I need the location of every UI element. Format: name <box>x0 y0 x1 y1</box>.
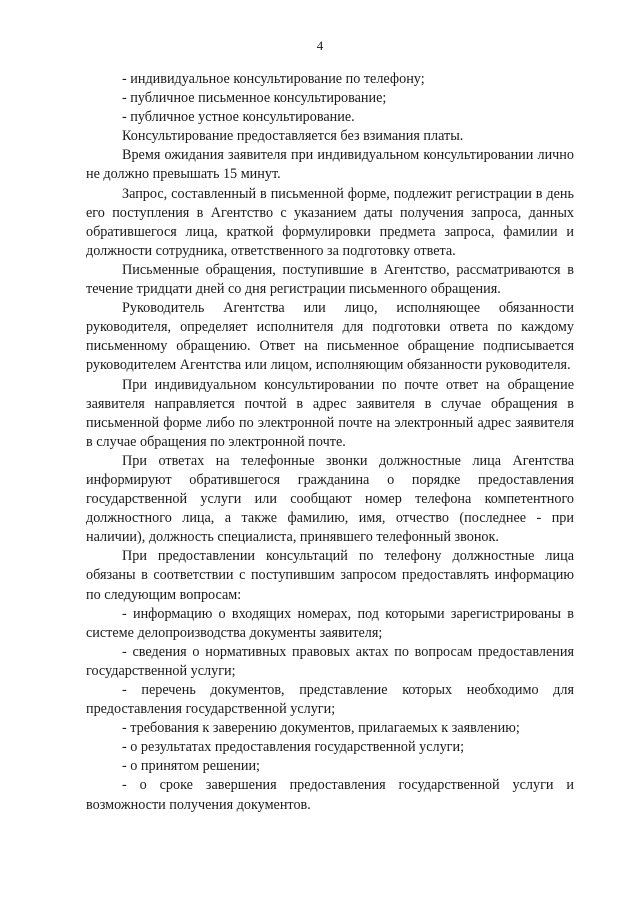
document-body <box>86 70 574 815</box>
paragraph: Письменные обращения, поступившие в Агентство, рассматриваются в течение тридцати дней со дня регистрации письменного обращения. <box>86 261 574 298</box>
paragraph: - информацию о входящих номерах, под которыми зарегистрированы в системе делопроизводства документы заявителя; <box>86 605 574 641</box>
paragraph: - о сроке завершения предоставления государственной услуги и возможности получения документов. <box>86 777 574 813</box>
paragraph: Время ожидания заявителя при индивидуальном консультировании лично не должно превышать 15 минут. <box>86 147 574 183</box>
paragraph: - о результатах предоставления государственной услуги; <box>122 739 465 756</box>
paragraph: - публичное письменное консультирование; <box>122 90 387 107</box>
paragraph: При индивидуальном консультировании по почте ответ на обращение заявителя направляется почтой в адрес заявителя в случае обращения в письменной форме либо по электронной почте на электронный адрес заявителя в случае обращения по электронной почте. <box>86 376 574 450</box>
paragraph: - индивидуальное консультирование по телефону; <box>122 71 425 87</box>
paragraph: - публичное устное консультирование. <box>122 109 355 126</box>
paragraph: - о принятом решении; <box>122 758 261 775</box>
paragraph: Руководитель Агентства или лицо, исполняющее обязанности руководителя, определяет исполнителя для подготовки ответа по каждому письменному обращению. Ответ на письменное обращение подписывается руководителем Агентства или лицом, исполняющим обязанности руководителя. <box>86 300 574 374</box>
paragraph: Запрос, составленный в письменной форме, подлежит регистрации в день его поступления в Агентство с указанием даты получения запроса, данных обратившегося лица, краткой формулировки предмета запроса, фамилии и должности сотрудника, ответственного за подготовку ответа. <box>86 185 574 259</box>
page-number: 4 <box>316 38 324 53</box>
paragraph: - перечень документов, представление которых необходимо для предоставления государственной услуги; <box>86 682 574 718</box>
paragraph: - требования к заверению документов, прилагаемых к заявлению; <box>122 720 520 737</box>
paragraph: При ответах на телефонные звонки должностные лица Агентства информируют обратившегося гражданина о порядке предоставления государственной услуги или сообщают номер телефона компетентного должностного лица, а также фамилию, имя, отчество (последнее - при наличии), должность специалиста, принявшего телефонный звонок. <box>86 452 574 546</box>
paragraph: Консультирование предоставляется без взимания платы. <box>122 128 464 145</box>
paragraph: При предоставлении консультаций по телефону должностные лица обязаны в соответствии с поступившим запросом предоставлять информацию по следующим вопросам: <box>86 548 574 603</box>
paragraph: - сведения о нормативных правовых актах по вопросам предоставления государственной услуги; <box>86 643 574 679</box>
